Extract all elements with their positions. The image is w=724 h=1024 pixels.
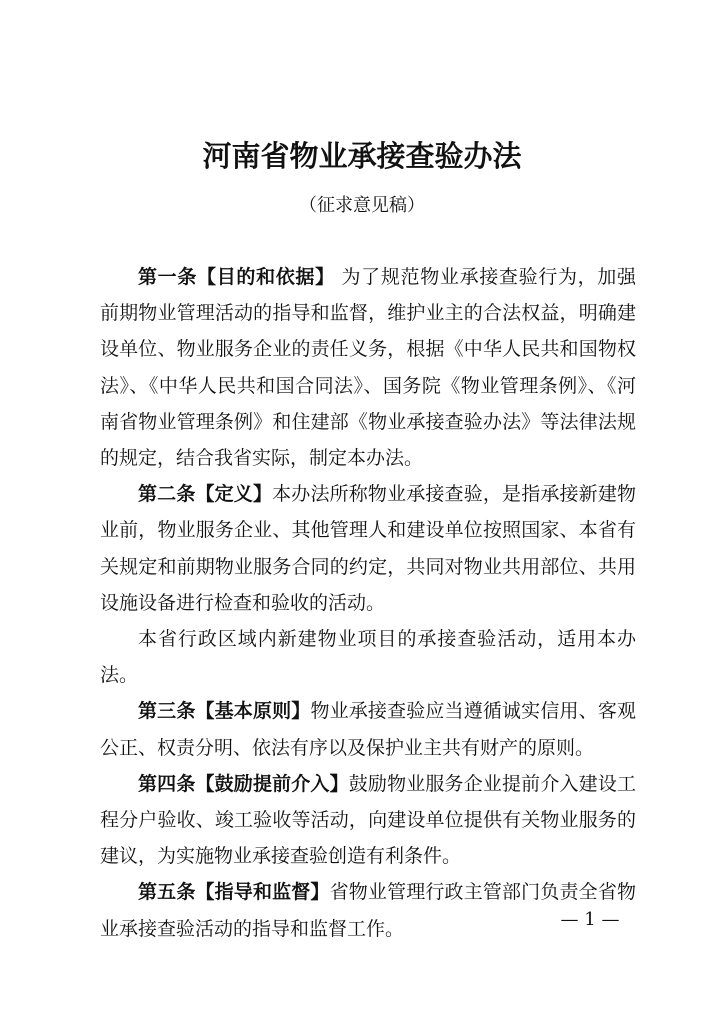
article-2 (100, 476, 636, 621)
document-subtitle: （征求意见稿） (299, 195, 425, 216)
page-number: — 1 — (560, 909, 620, 930)
article-2-scope-text: 本省行政区域内新建物业项目的承接查验活动，适用本办法。 (100, 628, 636, 687)
article-4-heading: 第四条【鼓励提前介入】 (138, 772, 349, 795)
article-1-heading: 第一条【目的和依据】 (138, 266, 335, 288)
article-4-text: 鼓励物业服务企业提前介入建设工程分户验收、竣工验收等活动，向建设单位提供有关物业服务的建议，为实施物业承接查验创造有利条件。 (100, 772, 636, 868)
article-4 (100, 766, 636, 875)
article-5-heading: 第五条【指导和监督】 (138, 881, 330, 904)
article-3-heading: 第三条【基本原则】 (138, 700, 311, 723)
article-2-scope (100, 621, 636, 693)
article-5-text: 省物业管理行政主管部门负责全省物业承接查验活动的指导和监督工作。 (100, 881, 636, 940)
article-1-text: 为了规范物业承接查验行为，加强前期物业管理活动的指导和监督，维护业主的合法权益，明确建设单位、物业服务企业的责任义务，根据《中华人民共和国物权法》、《中华人民共和国合同法》、国务院《物业管理条例》、《河南省物业管理条例》和住建部《物业承接查验办法》等法律法规的规定，结合我省实际，制定本办法。 (100, 266, 636, 470)
article-2-heading: 第二条【定义】 (138, 483, 273, 506)
document-body (100, 259, 636, 947)
article-2-text: 本办法所称物业承接查验，是指承接新建物业前，物业服务企业、其他管理人和建设单位按照国家、本省有关规定和前期物业服务合同的约定，共同对物业共用部位、共用设施设备进行检查和验收的活动。 (100, 483, 636, 614)
article-1 (100, 259, 636, 476)
article-3-text: 物业承接查验应当遵循诚实信用、客观公正、权责分明、依法有序以及保护业主共有财产的原则。 (100, 700, 636, 759)
article-3 (100, 693, 636, 765)
document-title: 河南省物业承接查验办法 (202, 139, 522, 173)
